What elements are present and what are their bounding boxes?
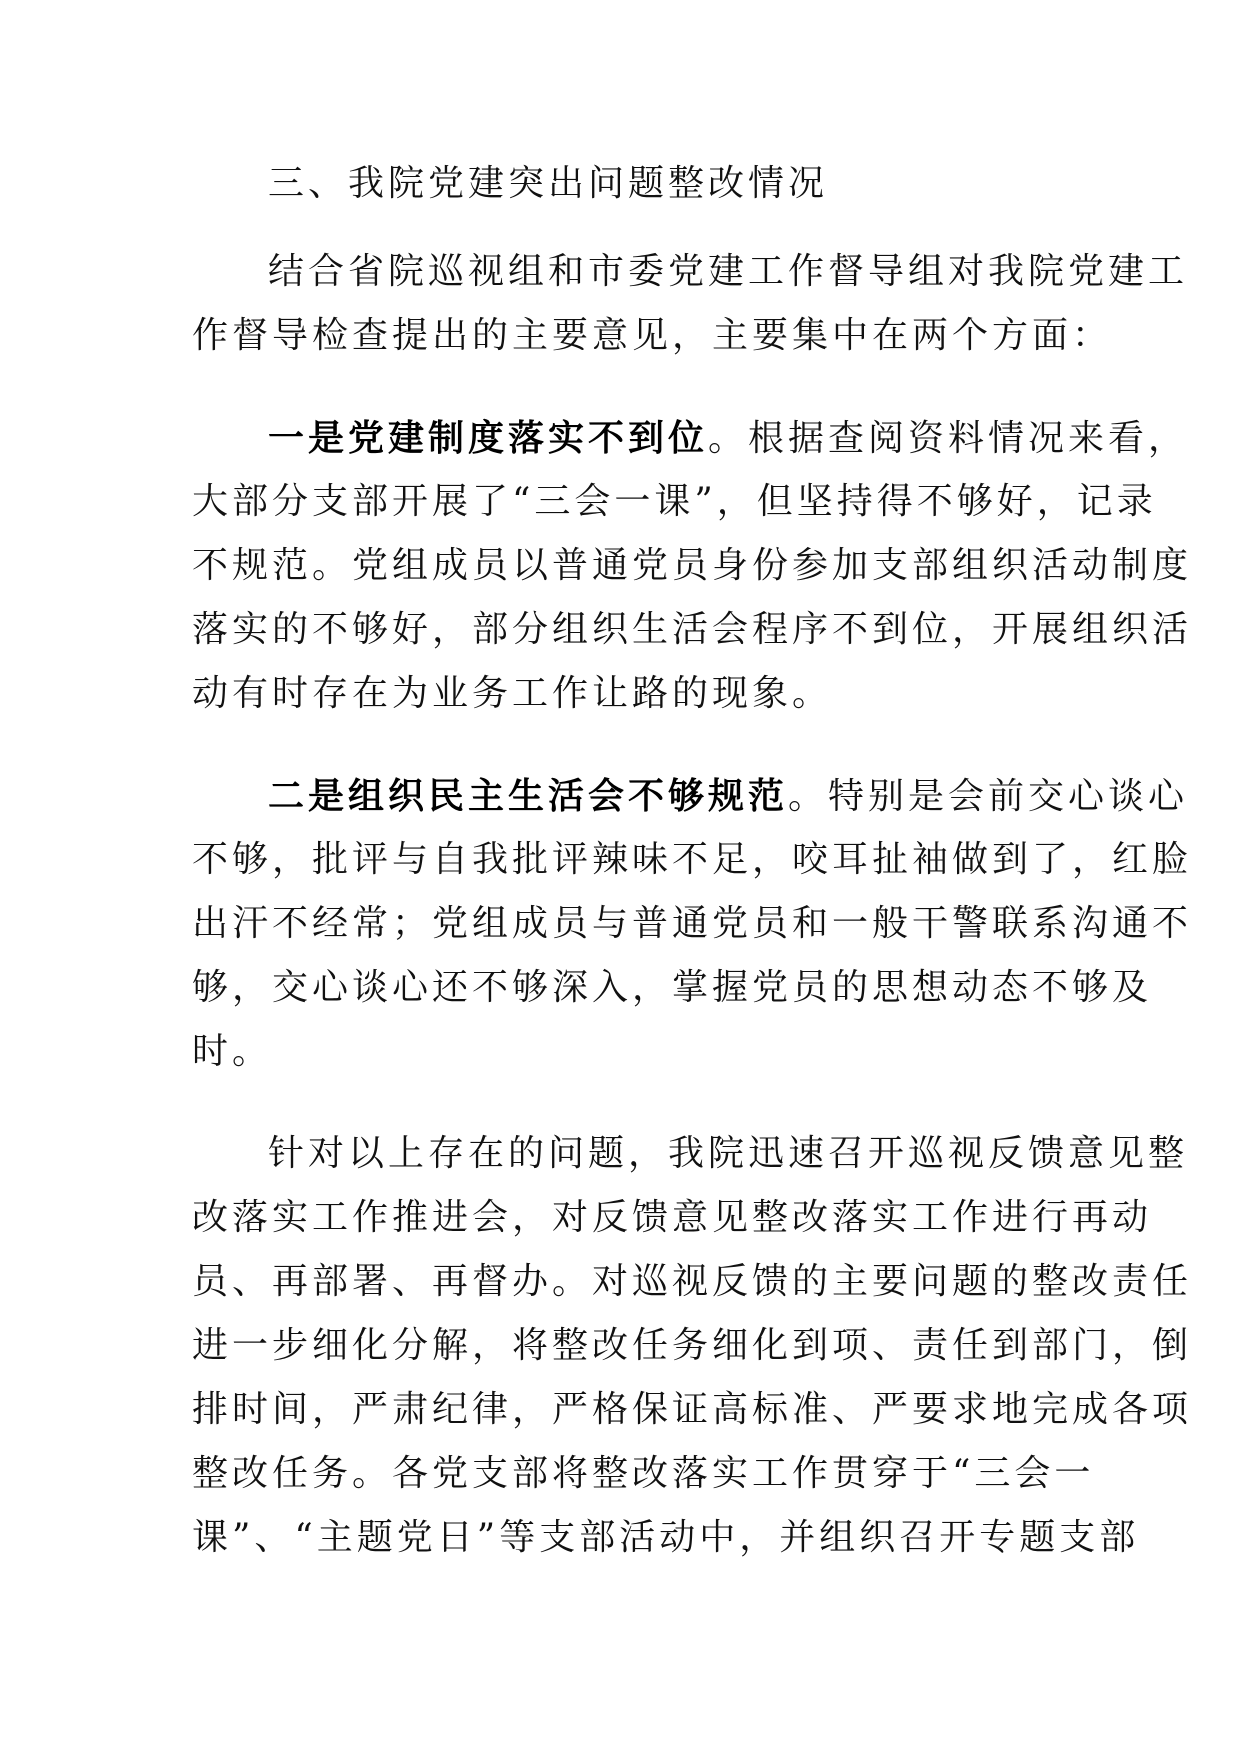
point2-line-1 <box>192 764 1189 828</box>
document-body <box>192 152 1193 1570</box>
measures-line-5: 排时间，严肃纪律，严格保证高标准、严要求地完成各项 <box>192 1389 1193 1430</box>
section-heading <box>192 152 1042 216</box>
point2-line-5: 时。 <box>192 1031 273 1072</box>
point1-line-3: 不规范。党组成员以普通党员身份参加支部组织活动制度 <box>192 545 1193 586</box>
intro-line-2: 作督导检查提出的主要意见，主要集中在两个方面： <box>192 315 1113 356</box>
point2-lead: 二是组织民主生活会不够规范 <box>268 775 789 817</box>
point1-line-1 <box>192 406 1189 470</box>
measures-line-6: 整改任务。各党支部将整改落实工作贯穿于“三会一 <box>192 1453 1095 1494</box>
point1-line-2: 大部分支部开展了“三会一课”，但坚持得不够好，记录 <box>192 481 1157 522</box>
point1-line-1-rest: 。根据查阅资料情况来看， <box>708 418 1189 459</box>
point2-line-1-rest: 。特别是会前交心谈心 <box>788 776 1189 817</box>
point1-line-4: 落实的不够好，部分组织生活会程序不到位，开展组织活 <box>192 609 1193 650</box>
point2-line-3: 出汗不经常；党组成员与普通党员和一般干警联系沟通不 <box>192 903 1193 944</box>
point1-lead: 一是党建制度落实不到位 <box>268 417 709 459</box>
point2-line-2: 不够，批评与自我批评辣味不足，咬耳扯袖做到了，红脸 <box>192 839 1193 880</box>
intro-paragraph <box>192 240 1189 368</box>
measures-line-2: 改落实工作推进会，对反馈意见整改落实工作进行再动 <box>192 1197 1153 1238</box>
measures-paragraph <box>192 1122 1193 1570</box>
intro-line-1: 结合省院巡视组和市委党建工作督导组对我院党建工 <box>268 251 1189 292</box>
point2-paragraph <box>192 764 1193 1084</box>
measures-line-7: 课”、“主题党日”等支部活动中，并组织召开专题支部 <box>192 1517 1140 1558</box>
point1-line-5: 动有时存在为业务工作让路的现象。 <box>192 673 833 714</box>
point1-paragraph <box>192 406 1193 726</box>
measures-line-3: 员、再部署、再督办。对巡视反馈的主要问题的整改责任 <box>192 1261 1193 1302</box>
measures-line-4: 进一步细化分解，将整改任务细化到项、责任到部门，倒 <box>192 1325 1193 1366</box>
point2-line-4: 够，交心谈心还不够深入，掌握党员的思想动态不够及 <box>192 967 1153 1008</box>
section-heading-text: 三、我院党建突出问题整改情况 <box>268 163 829 204</box>
measures-line-1: 针对以上存在的问题，我院迅速召开巡视反馈意见整 <box>268 1133 1189 1174</box>
